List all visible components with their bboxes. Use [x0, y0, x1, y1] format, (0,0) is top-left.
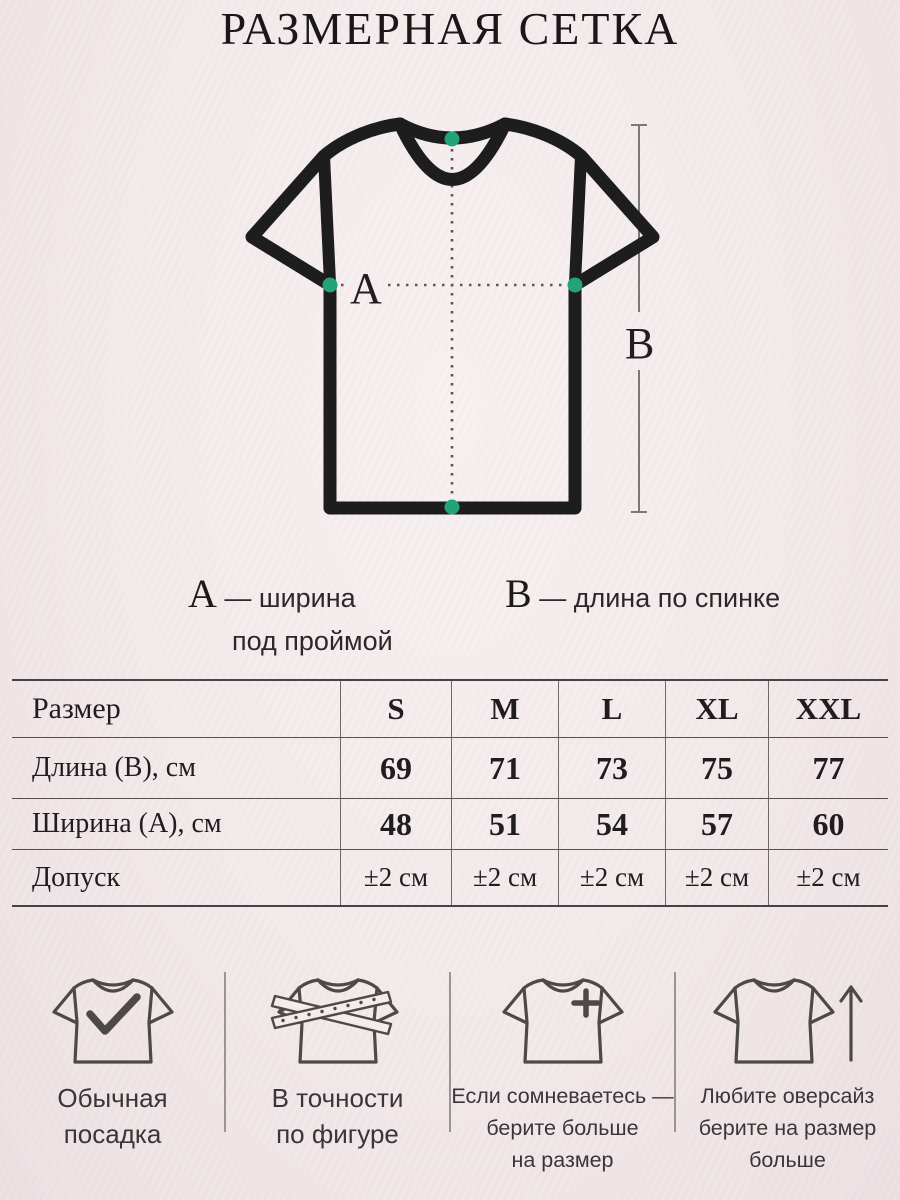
divider: [674, 972, 676, 1132]
legend-a-text2: под проймой: [232, 626, 393, 656]
page-title: РАЗМЕРНАЯ СЕТКА: [220, 3, 680, 54]
table-row-label: Длина (В), см: [12, 738, 340, 799]
fit-caption: В точности по фигуре: [271, 1083, 404, 1149]
fit-guide-regular: [0, 960, 225, 1195]
table-cell: 57: [665, 799, 768, 850]
fit-caption: Любите оверсайз берите на размер больше: [698, 1084, 877, 1172]
table-cell: ±2 см: [340, 850, 451, 905]
table-cell: 77: [768, 738, 888, 799]
fit-guide-oversize: [675, 960, 900, 1195]
tshirt-measurement-diagram: [240, 100, 660, 520]
table-row-label: Допуск: [32, 861, 121, 893]
legend-a-letter: А: [188, 571, 217, 616]
table-cell: ±2 см: [665, 850, 768, 905]
dotted-guides: [332, 140, 573, 506]
tshirt-plus-icon: [478, 970, 648, 1070]
fit-guide-size-up-if-unsure: [450, 960, 675, 1195]
tshirt-measuring-tape-icon: [253, 970, 423, 1070]
table-cell: 60: [768, 799, 888, 850]
table-cell: 48: [340, 799, 451, 850]
table-header-cell: Размер: [12, 681, 340, 738]
legend-a-text: — ширина: [224, 583, 356, 613]
legend-b-text: — длина по спинке: [539, 583, 781, 613]
table-header-cell: XXL: [768, 681, 888, 738]
table-cell: ±2 см: [451, 850, 558, 905]
label-b: В: [625, 319, 655, 368]
divider: [224, 972, 226, 1132]
table-cell: 75: [665, 738, 768, 799]
table-row-label: Ширина (А), см: [12, 799, 340, 850]
table-header-cell: L: [558, 681, 665, 738]
table-cell: 54: [558, 799, 665, 850]
table-cell: 51: [451, 799, 558, 850]
tshirt-oversize-arrow-icon: [703, 970, 873, 1070]
legend-length: [505, 570, 780, 617]
legend-b-letter: В: [505, 571, 532, 616]
table-cell: ±2 см: [558, 850, 665, 905]
table-header-cell: XL: [665, 681, 768, 738]
fit-guide-exact-fit: [225, 960, 450, 1195]
tshirt-check-icon: [28, 970, 198, 1070]
fit-caption: Если сомневаетесь — берите больше на размер: [451, 1084, 674, 1172]
legend-width: [188, 570, 393, 657]
table-cell: 69: [340, 738, 451, 799]
table-cell: 73: [558, 738, 665, 799]
table-header-cell: M: [451, 681, 558, 738]
tshirt-outline-icon: [252, 124, 653, 508]
fit-caption: Обычная посадка: [57, 1083, 168, 1149]
table-header-cell: S: [340, 681, 451, 738]
size-table: [12, 679, 888, 907]
divider: [449, 972, 451, 1132]
label-a: А: [350, 264, 382, 313]
table-cell: ±2 см: [768, 850, 888, 905]
table-cell: 71: [451, 738, 558, 799]
